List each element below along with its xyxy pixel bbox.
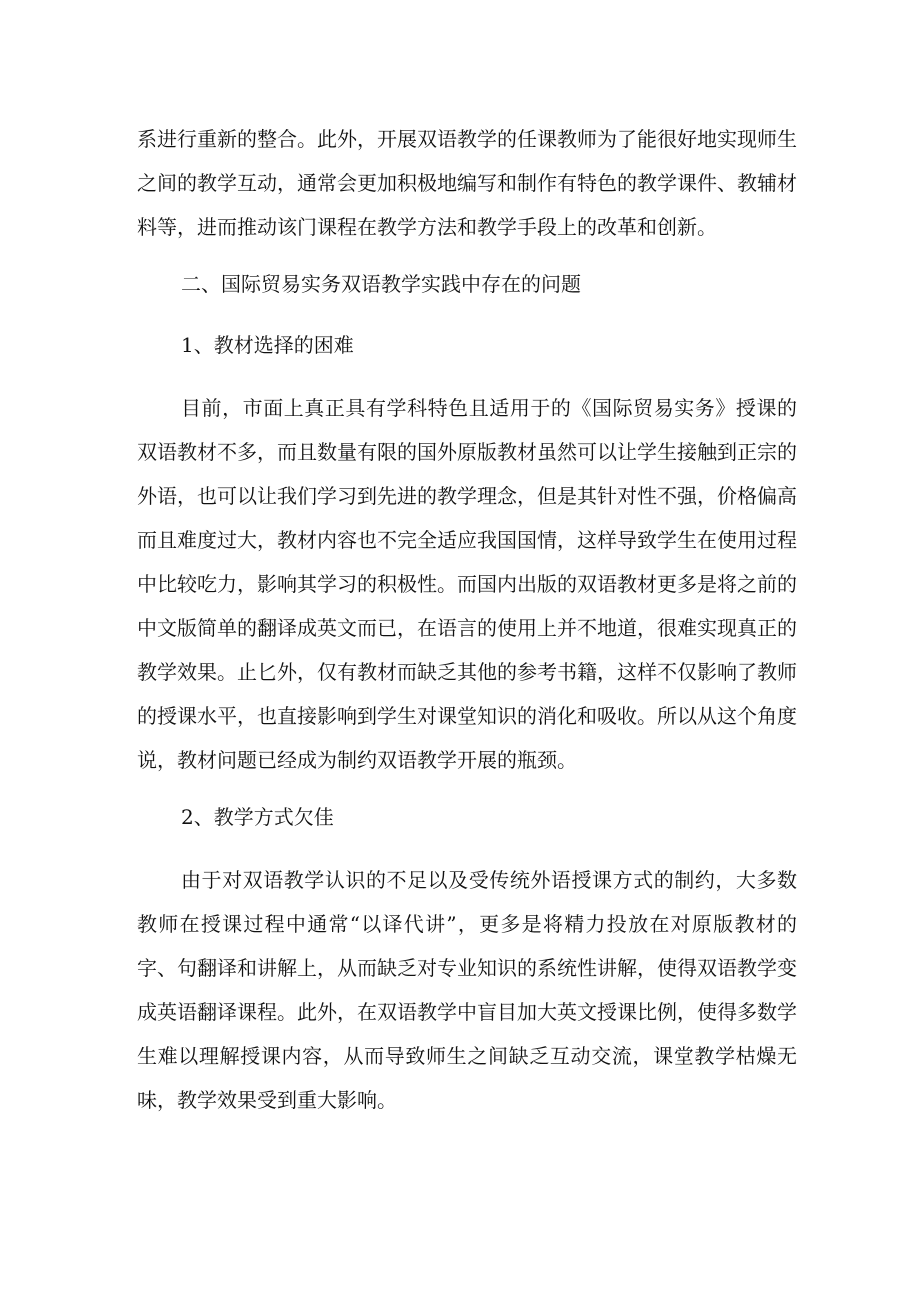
paragraph-teaching-methods: 由于对双语教学认识的不足以及受传统外语授课方式的制约，大多数教师在授课过程中通常“以译代讲”，更多是将精力投放在对原版教材的字、句翻译和讲解上，从而缺乏对专业知识的系统性讲解，使得双语教学变成英语翻译课程。此外，在双语教学中盲目加大英文授课比例，使得多数学生难以理解授课内容，从而导致师生之间缺乏互动交流，课堂教学枯燥无味，教学效果受到重大影响。 (137, 868, 797, 1112)
subheading-teaching-methods: 2、教学方式欠佳 (181, 805, 334, 829)
document-body (137, 117, 797, 1122)
paragraph-continuation: 系进行重新的整合。此外，开展双语教学的任课教师为了能很好地实现师生之间的教学互动，通常会更加积极地编写和制作有特色的教学课件、教辅材料等，进而推动该门课程在教学方法和教学手段上的改革和创新。 (137, 127, 797, 239)
subheading-textbook-selection: 1、教材选择的困难 (181, 333, 354, 357)
section-heading-problems: 二、国际贸易实务双语教学实践中存在的问题 (181, 272, 581, 296)
paragraph-textbook-issues: 目前，市面上真正具有学科特色且适用于的《国际贸易实务》授课的双语教材不多，而且数量有限的国外原版教材虽然可以让学生接触到正宗的外语，也可以让我们学习到先进的教学理念，但是其针对性不强，价格偏高而且难度过大，教材内容也不完全适应我国国情，这样导致学生在使用过程中比较吃力，影响其学习的积极性。而国内出版的双语教材更多是将之前的中文版简单的翻译成英文而已，在语言的使用上并不地道，很难实现真正的教学效果。止匕外，仅有教材而缺乏其他的参考书籍，这样不仅影响了教师的授课水平，也直接影响到学生对课堂知识的消化和吸收。所以从这个角度说，教材问题已经成为制约双语教学开展的瓶颈。 (137, 396, 797, 772)
